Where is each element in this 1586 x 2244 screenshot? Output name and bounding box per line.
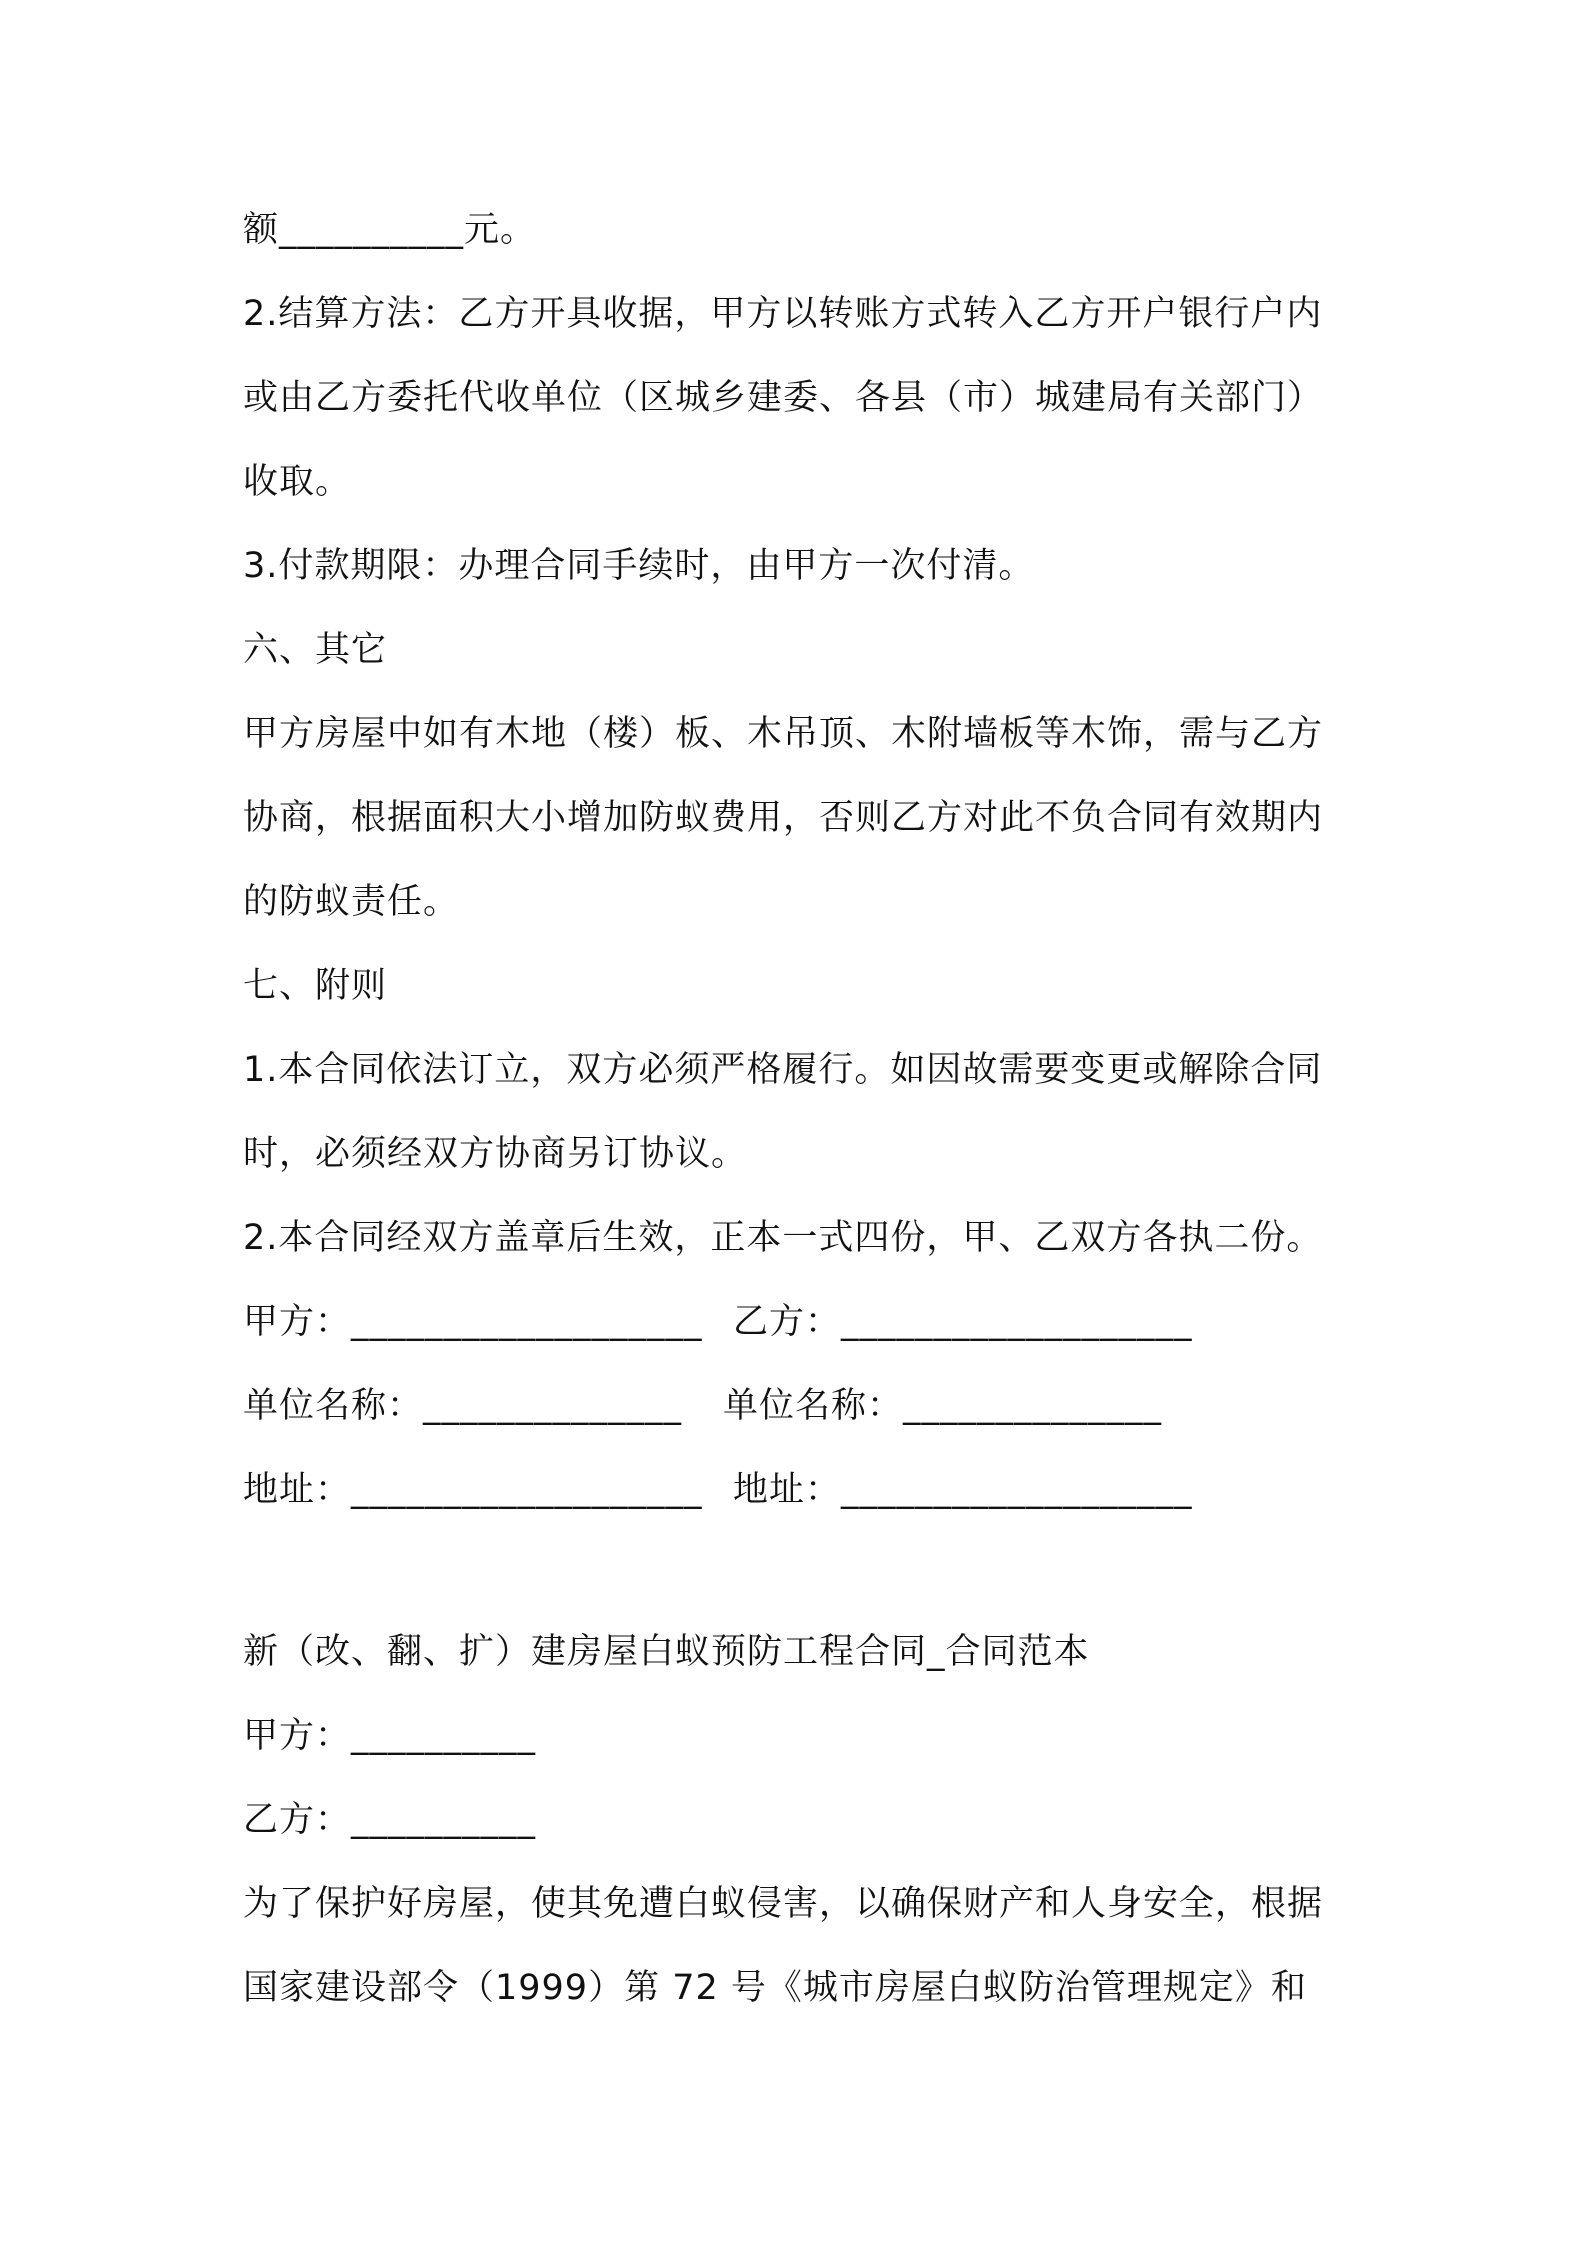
section-heading-other: 六、其它 [243,630,388,670]
settlement-text-2: 或由乙方委托代收单位（区城乡建委、各县（市）城建局有关部门） [243,378,1324,418]
other-para-3: 的防蚁责任。 [243,882,460,922]
amount-line: 额__________元。 [243,210,537,250]
other-para-1: 甲方房屋中如有木地（楼）板、木吊顶、木附墙板等木饰，需与乙方 [243,714,1324,754]
settlement-text-1: 2.结算方法：乙方开具收据，甲方以转账方式转入乙方开户银行户内 [243,294,1323,334]
signature-address-a: 地址：___________________ [243,1470,703,1510]
appendix-item1-1: 1.本合同依法订立，双方必须严格履行。如因故需要变更或解除合同 [243,1050,1323,1090]
document-page [243,0,1363,2244]
appendix-item1-2: 时，必须经双方协商另订协议。 [243,1134,748,1174]
new-contract-title: 新（改、翻、扩）建房屋白蚁预防工程合同_合同范本 [243,1632,1090,1672]
signature-unit-b: 单位名称：______________ [723,1386,1163,1426]
signature-party-a: 甲方：___________________ [243,1302,703,1342]
new-contract-party-a: 甲方：__________ [243,1716,537,1756]
signature-party-b: 乙方：___________________ [733,1302,1193,1342]
section-heading-appendix: 七、附则 [243,966,388,1006]
new-contract-intro-1: 为了保护好房屋，使其免遭白蚁侵害，以确保财产和人身安全，根据 [243,1884,1324,1924]
new-contract-intro-2: 国家建设部令（1999）第 72 号《城市房屋白蚁防治管理规定》和 [243,1968,1307,2008]
settlement-text-3: 收取。 [243,462,352,502]
new-contract-party-b: 乙方：__________ [243,1800,537,1840]
payment-deadline: 3.付款期限：办理合同手续时，由甲方一次付清。 [243,546,1035,586]
signature-address-b: 地址：___________________ [733,1470,1193,1510]
signature-unit-a: 单位名称：______________ [243,1386,683,1426]
appendix-item2: 2.本合同经双方盖章后生效，正本一式四份，甲、乙双方各执二份。 [243,1218,1323,1258]
other-para-2: 协商，根据面积大小增加防蚁费用，否则乙方对此不负合同有效期内 [243,798,1324,838]
